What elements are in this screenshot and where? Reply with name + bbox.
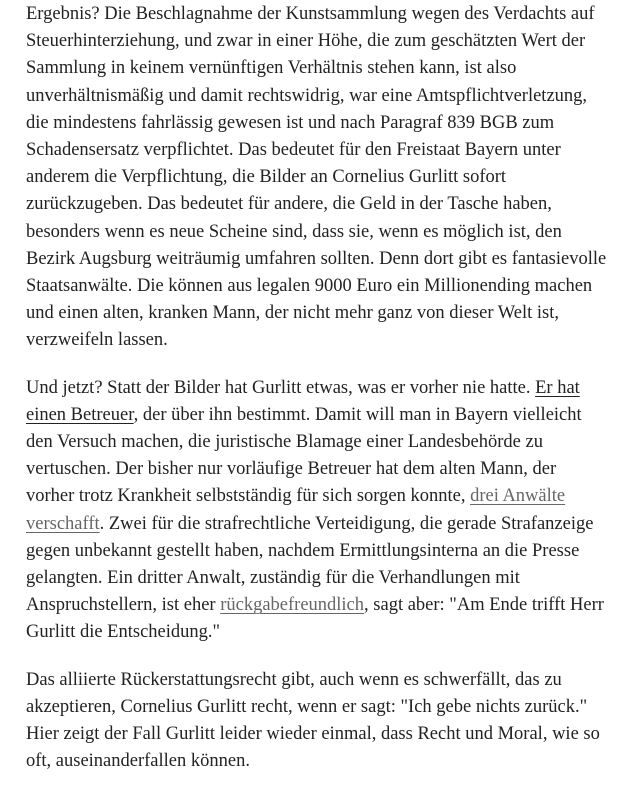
link-er-hat-einen-betreuer[interactable]: Er hat einen Betreuer: [26, 377, 580, 425]
link-drei-anwaelte-verschafft[interactable]: drei Anwälte verschafft: [26, 486, 566, 534]
link-rueckgabefreundlich[interactable]: rückgabefreundlich: [220, 595, 365, 616]
paragraph-3: Das alliierte Rückerstattungsrecht gibt, auch wenn es schwerfällt, das zu akzeptieren, Cornelius Gurlitt recht, wenn er sagt: "Ich gebe nichts zurück." Hier zeigt der Fall Gurlitt leider wieder einmal, dass Recht und Moral, wie so oft, auseinanderfallen können.: [26, 669, 600, 772]
paragraph-2-text-2: , der über ihn bestimmt. Damit will man in Bayern vielleicht den Versuch machen, die juristische Blamage einer Landesbehörde zu vertuschen. Der bisher nur vorläufige Betreuer hat dem alten Mann, der vorher trotz Krankheit selbstständig für sich sorgen konnte,: [26, 404, 582, 507]
paragraph-2-text-3: . Zwei für die strafrechtliche Verteidigung, die gerade Strafanzeige gegen unbekannt gestellt haben, nachdem Ermittlungsinterna an die Presse gelangten. Ein dritter Anwalt, zuständig für die Verhandlungen mit Anspruchstellern, ist eher: [26, 513, 594, 616]
paragraph-1: Ergebnis? Die Beschlagnahme der Kunstsammlung wegen des Verdachts auf Steuerhinterziehung, und zwar in einer Höhe, die zum geschätzten Wert der Sammlung in keinem vernünftigen Verhältnis stehen kann, ist also unverhältnismäßig und damit rechtswidrig, war eine Amtspflichtverletzung, die mindestens fahrlässig gewesen ist und nach Paragraf 839 BGB zum Schadensersatz verpflichtet. Das bedeutet für den Freistaat Bayern unter anderem die Verpflichtung, die Bilder an Cornelius Gurlitt sofort zurückzugeben. Das bedeutet für andere, die Geld in der Tasche haben, besonders wenn es neue Scheine sind, dass sie, wenn es möglich ist, den Bezirk Augsburg weiträumig umfahren sollten. Denn dort gibt es fantasievolle Staatsanwälte. Die können aus legalen 9000 Euro ein Millionending machen und einen alten, kranken Mann, der nicht mehr ganz von dieser Welt ist, verzweifeln lassen.: [26, 4, 607, 351]
paragraph-2-text-1: Und jetzt? Statt der Bilder hat Gurlitt etwas, was er vorher nie hatte.: [26, 377, 536, 398]
paragraph-2: [26, 375, 608, 647]
paragraph-2-text-4: , sagt aber: "Am Ende trifft Herr Gurlitt die Entscheidung.": [26, 595, 604, 643]
